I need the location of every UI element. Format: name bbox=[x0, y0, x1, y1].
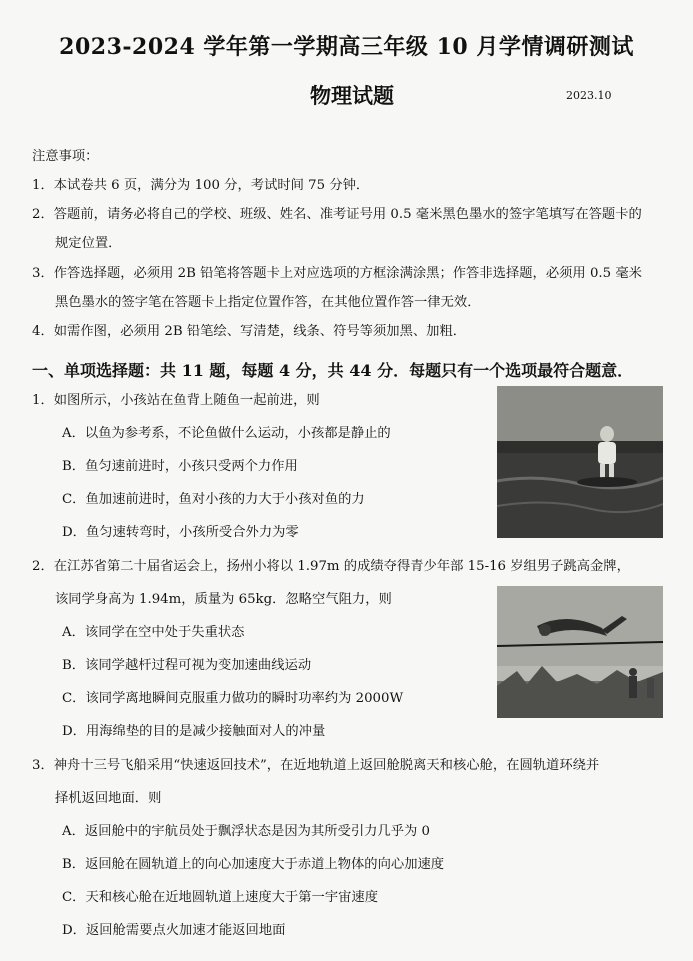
question-1-option-b: B．鱼匀速前进时，小孩只受两个力作用 bbox=[62, 459, 298, 474]
question-3-option-a: A．返回舱中的宇航员处于飘浮状态是因为其所受引力几乎为 0 bbox=[62, 824, 431, 839]
question-1-stem: 1．如图所示，小孩站在鱼背上随鱼一起前进，则 bbox=[32, 393, 320, 408]
question-2-stem-cont: 该同学身高为 1.94m，质量为 65kg．忽略空气阻力，则 bbox=[55, 592, 392, 607]
question-2-option-c: C．该同学离地瞬间克服重力做功的瞬时功率约为 2000W bbox=[62, 691, 404, 706]
notes-heading: 注意事项： bbox=[32, 149, 99, 164]
question-1-option-a: A．以鱼为参考系，不论鱼做什么运动，小孩都是静止的 bbox=[62, 426, 391, 441]
section-heading: 一、单项选择题：共 11 题，每题 4 分，共 44 分．每题只有一个选项最符合题意． bbox=[32, 361, 634, 380]
note-item-2: 2．答题前，请务必将自己的学校、班级、姓名、准考证号用 0.5 毫米黑色墨水的签字笔填写在答题卡的 bbox=[32, 207, 642, 222]
child-on-fish-photo bbox=[497, 386, 663, 538]
exam-title: 2023-2024 学年第一学期高三年级 10 月学情调研测试 bbox=[59, 34, 634, 60]
question-3-option-b: B．返回舱在圆轨道上的向心加速度大于赤道上物体的向心加速度 bbox=[62, 857, 445, 872]
question-3-option-d: D．返回舱需要点火加速才能返回地面 bbox=[62, 923, 286, 938]
question-2-option-d: D．用海绵垫的目的是减少接触面对人的冲量 bbox=[62, 724, 326, 739]
high-jump-photo bbox=[497, 586, 663, 718]
note-item-4: 4．如需作图，必须用 2B 铅笔绘、写清楚，线条、符号等须加黑、加粗． bbox=[32, 324, 467, 339]
note-item-2-cont: 规定位置． bbox=[55, 236, 122, 251]
exam-date: 2023.10 bbox=[566, 89, 612, 102]
question-1-option-c: C．鱼加速前进时，鱼对小孩的力大于小孩对鱼的力 bbox=[62, 492, 365, 507]
question-1-option-d: D．鱼匀速转弯时，小孩所受合外力为零 bbox=[62, 525, 299, 540]
question-2-option-b: B．该同学越杆过程可视为变加速曲线运动 bbox=[62, 658, 312, 673]
question-3-stem: 3．神舟十三号飞船采用“快速返回技术”，在近地轨道上返回舱脱离天和核心舱，在圆轨道环绕并 bbox=[32, 758, 600, 773]
note-item-3: 3．作答选择题，必须用 2B 铅笔将答题卡上对应选项的方框涂满涂黑；作答非选择题，必须用 0.5 毫米 bbox=[32, 266, 642, 281]
note-item-3-cont: 黑色墨水的签字笔在答题卡上指定位置作答，在其他位置作答一律无效． bbox=[55, 295, 481, 310]
question-3-stem-cont: 择机返回地面．则 bbox=[55, 791, 162, 806]
question-3-option-c: C．天和核心舱在近地圆轨道上速度大于第一宇宙速度 bbox=[62, 890, 379, 905]
question-2-option-a: A．该同学在空中处于失重状态 bbox=[62, 625, 245, 640]
subject-title: 物理试题 bbox=[310, 83, 394, 108]
note-item-1: 1．本试卷共 6 页，满分为 100 分，考试时间 75 分钟． bbox=[32, 178, 370, 193]
question-2-stem: 2．在江苏省第二十届省运会上，扬州小将以 1.97m 的成绩夺得青少年部 15-16 岁组男子跳高金牌， bbox=[32, 559, 630, 574]
